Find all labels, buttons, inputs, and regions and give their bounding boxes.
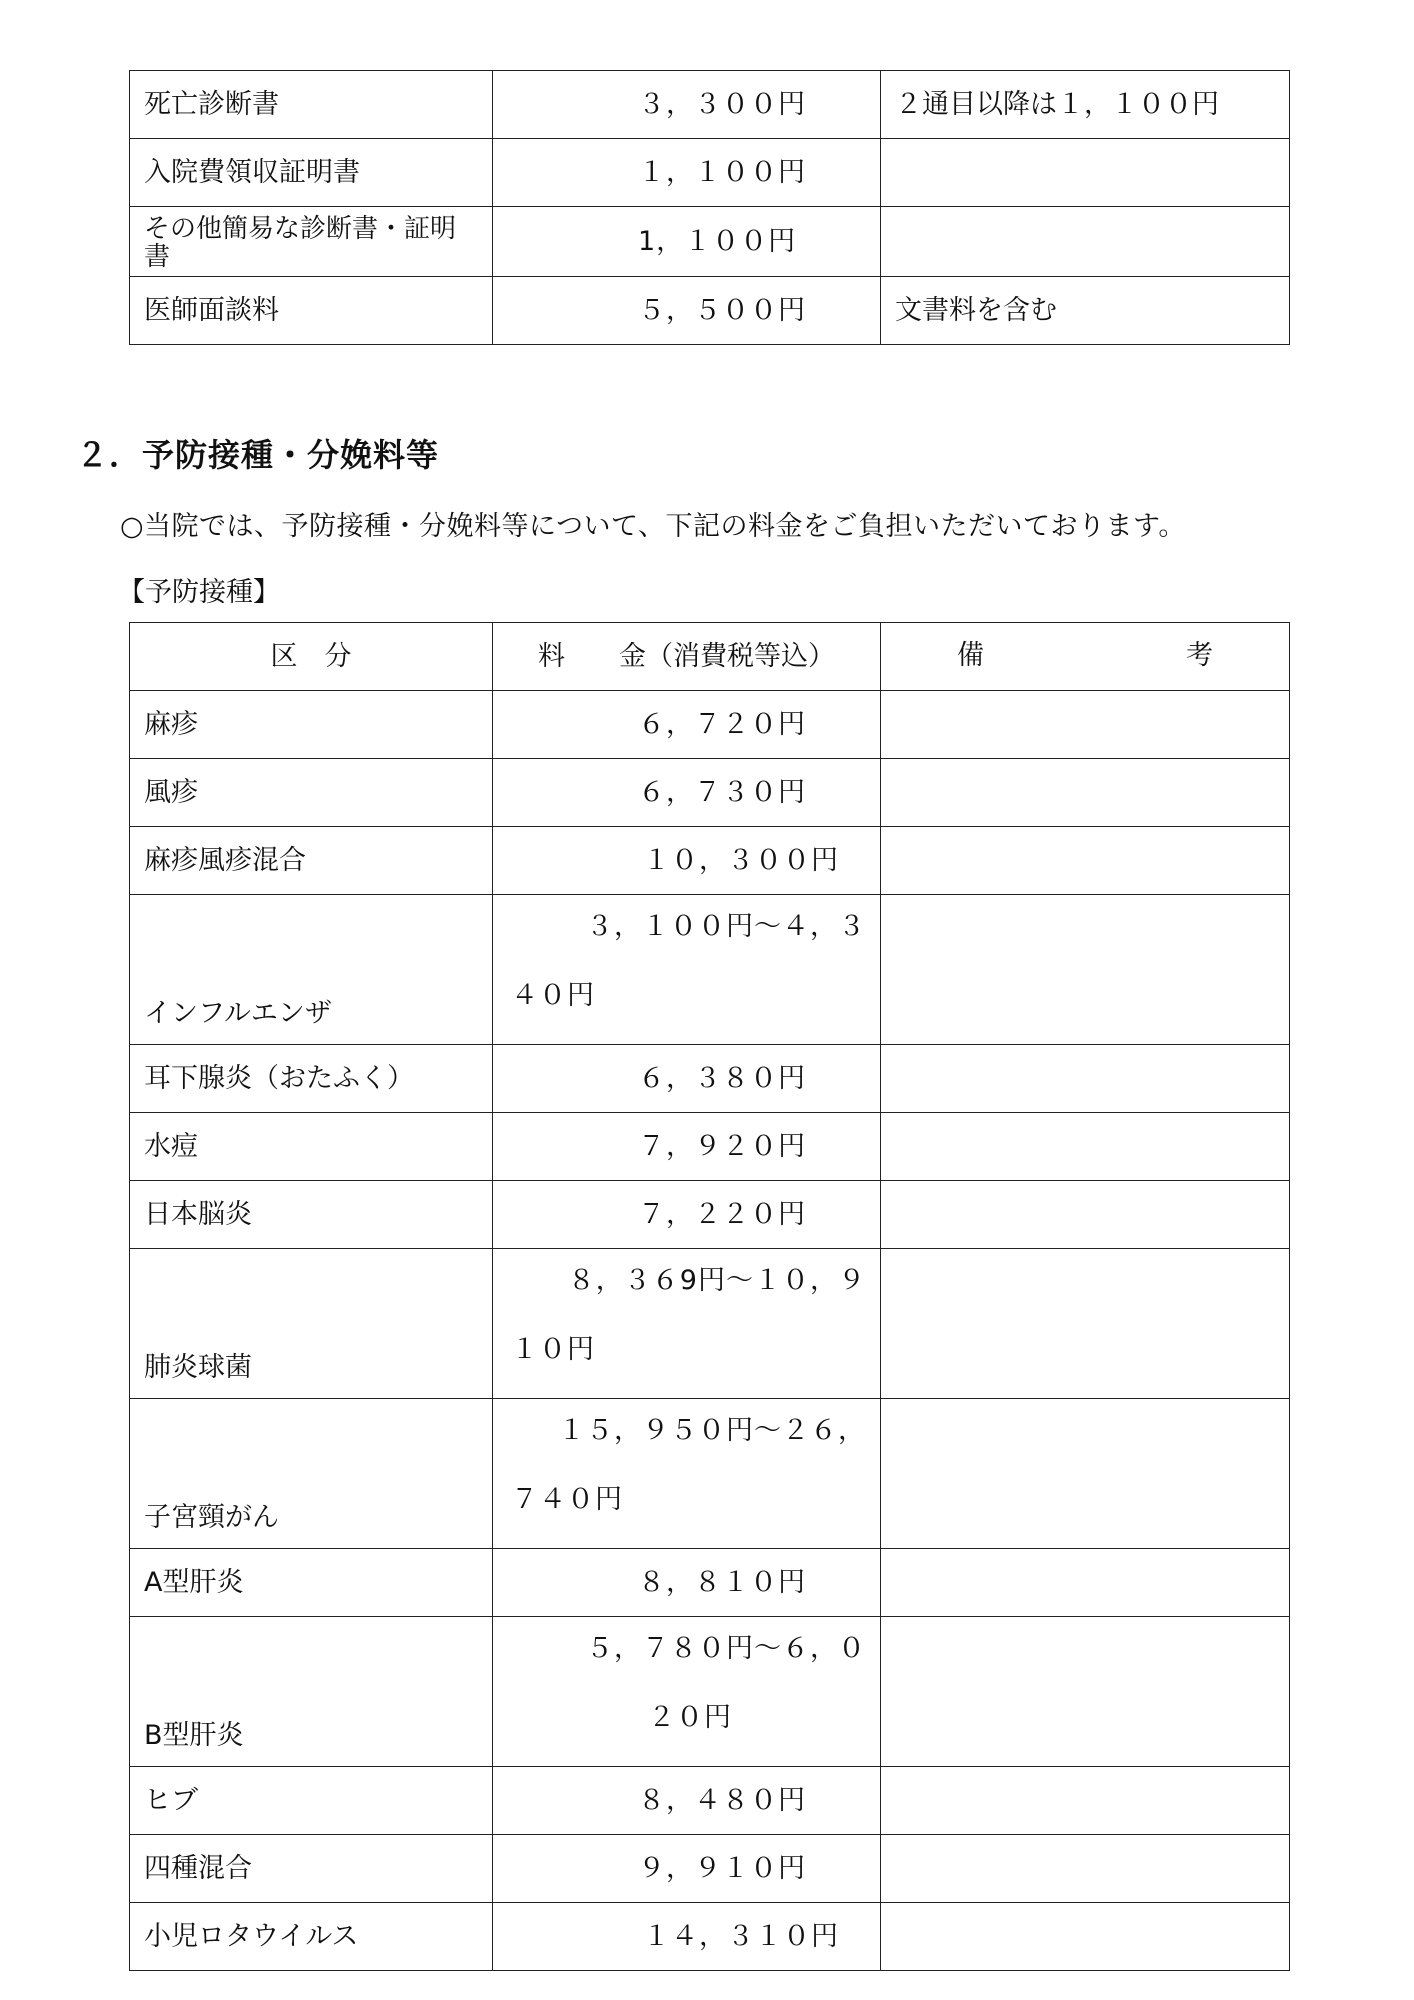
row-name: インフルエンザ [130,895,493,1045]
row-fee: １０，３００円 [493,827,881,895]
table-row [130,1045,1290,1113]
table-row [130,71,1290,139]
header-fee: 料 金（消費税等込） [493,623,881,691]
row-name: 四種混合 [130,1835,493,1903]
row-note [881,1249,1290,1399]
row-name: 肺炎球菌 [130,1249,493,1399]
row-note [881,1045,1290,1113]
row-name: 麻疹 [130,691,493,759]
table-row [130,1113,1290,1181]
fee-line-1: ５，７８０円～６，０ [586,1633,866,1664]
table-row [130,1767,1290,1835]
table-row [130,895,1290,1045]
row-fee: ６，３８０円 [493,1045,881,1113]
header-remarks-left: 備 [957,640,984,671]
row-note [881,139,1290,207]
row-note [881,207,1290,277]
table-row [130,827,1290,895]
row-fee: ９，９１０円 [493,1835,881,1903]
row-name: B型肝炎 [130,1617,493,1767]
table-row [130,1903,1290,1971]
row-note [881,895,1290,1045]
row-name: 耳下腺炎（おたふく） [130,1045,493,1113]
row-name: 子宮頸がん [130,1399,493,1549]
table-row [130,1249,1290,1399]
row-name: 入院費領収証明書 [130,139,493,207]
row-note [881,1549,1290,1617]
row-fee: １，１００円 [493,139,881,207]
fee-line-1: １５，９５０円～２６， [558,1415,866,1446]
row-note [881,691,1290,759]
row-fee: ５，５００円 [493,277,881,345]
row-note [881,759,1290,827]
fee-line-2: ７４０円 [511,1484,623,1515]
row-name: 日本脳炎 [130,1181,493,1249]
row-note [881,1767,1290,1835]
row-fee: ６，７２０円 [493,691,881,759]
vaccination-subheading: 【予防接種】 [118,577,280,608]
vaccination-fee-table [129,622,1290,1971]
fee-line-1: ８，３６9円～１０，９ [567,1265,866,1296]
row-fee: ８，４８０円 [493,1767,881,1835]
table-row [130,1835,1290,1903]
row-fee [493,1399,881,1549]
header-remarks [881,623,1290,691]
header-category: 区 分 [130,623,493,691]
table-row [130,759,1290,827]
fee-line-2: １０円 [511,1334,595,1365]
row-note [881,1181,1290,1249]
table-row [130,1617,1290,1767]
section-intro: ○当院では、予防接種・分娩料等について、下記の料金をご負担いただいております。 [120,511,1186,542]
row-fee: ６，７３０円 [493,759,881,827]
fee-line-2: ２０円 [648,1702,732,1733]
row-name: 麻疹風疹混合 [130,827,493,895]
row-fee [493,1249,881,1399]
row-note [881,1903,1290,1971]
row-name: 風疹 [130,759,493,827]
row-note [881,1399,1290,1549]
row-note [881,1835,1290,1903]
row-name: 水痘 [130,1113,493,1181]
document-fee-table [129,70,1290,345]
table-row [130,1549,1290,1617]
row-name: 小児ロタウイルス [130,1903,493,1971]
row-name: 医師面談料 [130,277,493,345]
row-fee [493,895,881,1045]
row-fee: ７，２２０円 [493,1181,881,1249]
row-note [881,1113,1290,1181]
row-fee: 1，１００円 [493,207,881,277]
row-note: ２通目以降は１，１００円 [881,71,1290,139]
table-row [130,691,1290,759]
row-name: 死亡診断書 [130,71,493,139]
row-note [881,827,1290,895]
row-name: その他簡易な診断書・証明書 [130,207,493,277]
table-row [130,1399,1290,1549]
table-row [130,1181,1290,1249]
fee-line-1: ３，１００円～４，３ [586,911,866,942]
table-row [130,207,1290,277]
row-name: A型肝炎 [130,1549,493,1617]
row-fee [493,1617,881,1767]
row-fee: ３，３００円 [493,71,881,139]
table-row [130,277,1290,345]
table-header-row [130,623,1290,691]
row-fee: ８，８１０円 [493,1549,881,1617]
fee-line-2: ４０円 [511,980,595,1011]
row-fee: ７，９２０円 [493,1113,881,1181]
section-heading: ２．予防接種・分娩料等 [76,436,440,474]
row-note [881,1617,1290,1767]
row-name: ヒブ [130,1767,493,1835]
row-note: 文書料を含む [881,277,1290,345]
header-remarks-right: 考 [1186,640,1213,671]
table-row [130,139,1290,207]
row-fee: １４，３１０円 [493,1903,881,1971]
